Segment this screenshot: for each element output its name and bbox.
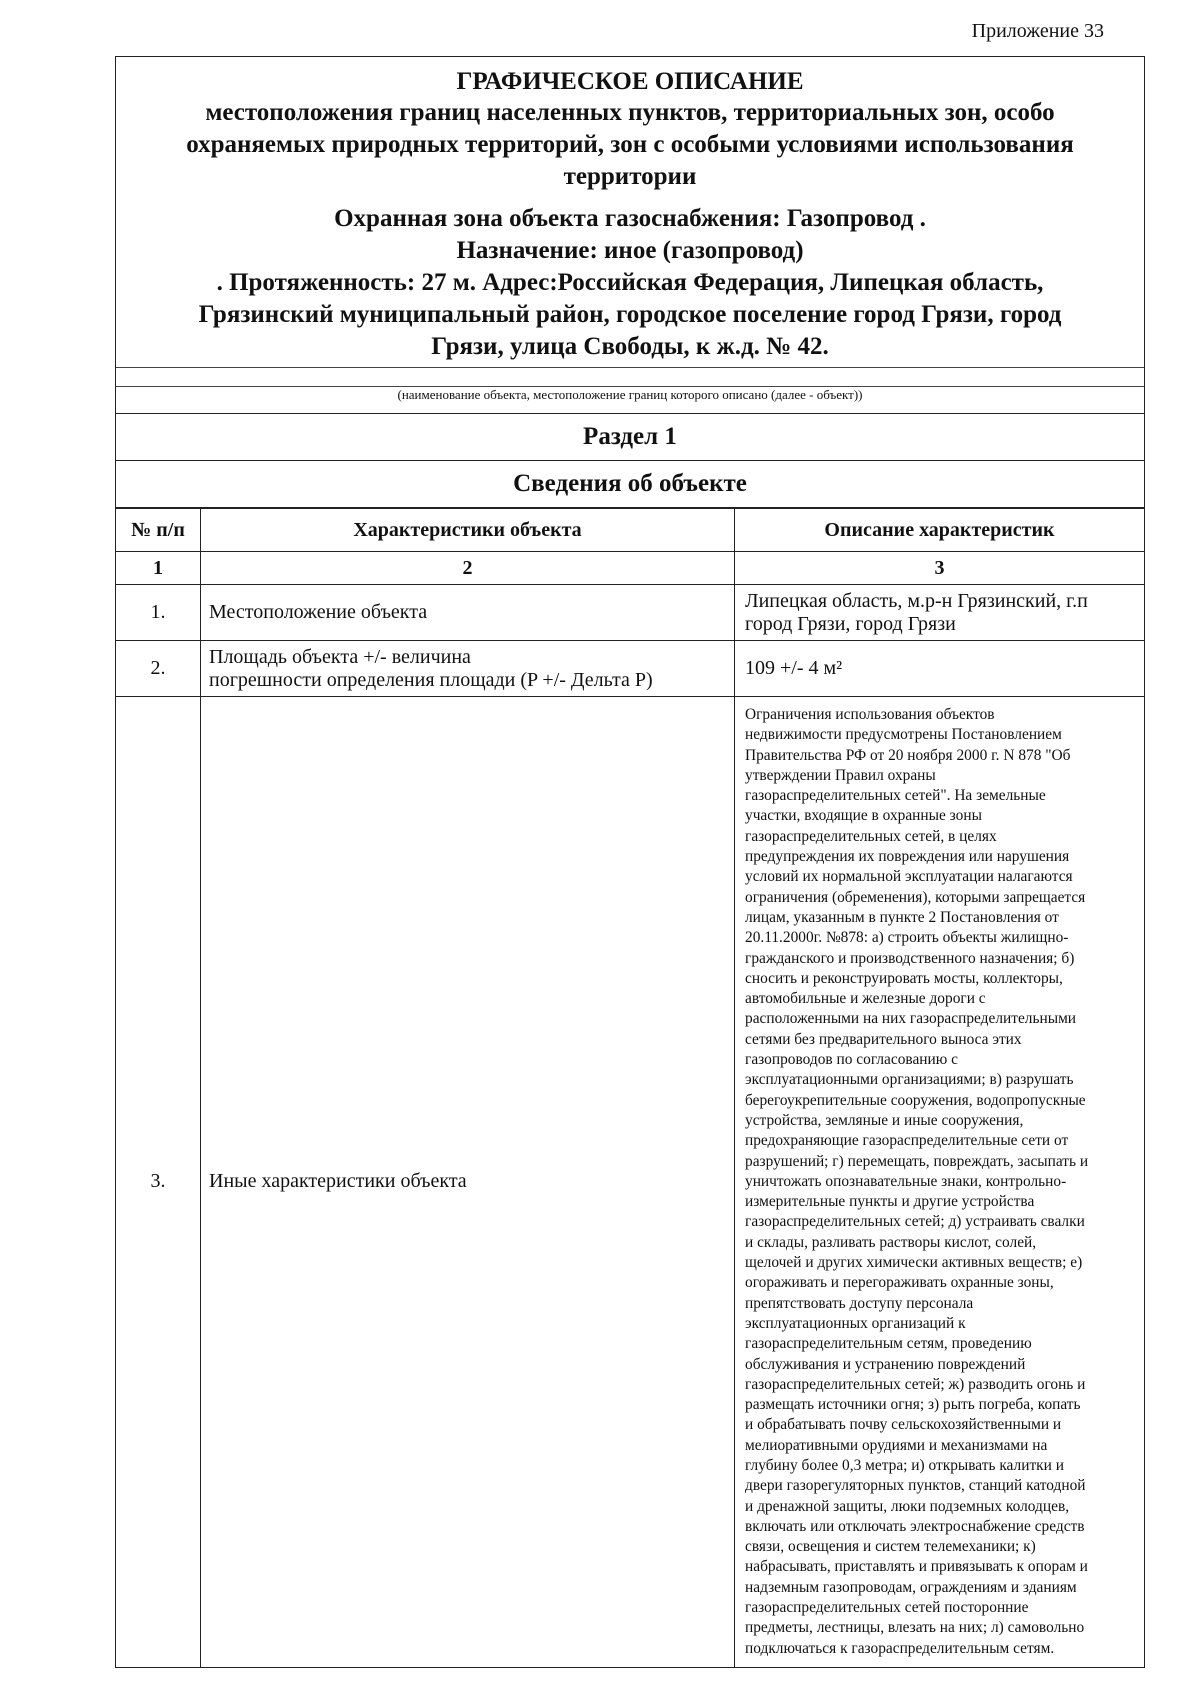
object-name [130,203,1130,363]
description-line: Липецкая область, м.р-н Грязинский, г.п [745,589,1088,612]
description-line: двери газорегуляторных пунктов, станций катодной [745,1477,1086,1495]
row-characteristic [201,585,735,641]
column-header-number: № п/п [116,509,201,552]
description-line: предметы, лестницы, влезать на них; л) самовольно [745,1619,1085,1637]
document-title: ГРАФИЧЕСКОЕ ОПИСАНИЕ [456,68,804,95]
description-line: 109 +/- 4 м² [745,657,843,679]
object-info-table [116,508,1144,1667]
table-row [116,697,1144,1667]
characteristic-line: погрешности определения площади (P +/- Дельта P) [209,668,653,691]
row-characteristic [201,641,735,697]
description-line: уничтожать опознавательные знаки, контрольно- [745,1172,1067,1190]
description-line: предохраняющие газораспределительные сети от [745,1132,1069,1150]
description-line: связи, освещения и систем телемеханики; к) [745,1538,1036,1556]
document-header [116,57,1144,368]
table-header-row [116,509,1144,552]
description-line: устройства, земляные и иные сооружения, [745,1111,1024,1129]
description-line: Ограничения использования объектов [745,706,995,723]
description-line: эксплуатационными организациями; в) разрушать [745,1071,1074,1089]
description-line: сносить и реконструировать мосты, коллекторы, [745,969,1063,987]
column-number: 2 [201,552,735,585]
document-frame [115,56,1145,1668]
characteristic-line: Местоположение объекта [209,601,428,623]
appendix-label: Приложение 33 [971,20,1104,42]
description-line: утверждении Правил охраны [745,766,936,784]
object-line: Грязинский муниципальный район, городское поселение город Грязи, город [198,301,1062,328]
description-line: подключаться к газораспределительным сетям. [745,1639,1055,1657]
description-line: мелиоративными орудиями и механизмами на [745,1436,1048,1454]
description-line: город Грязи, город Грязи [745,612,956,635]
description-line: глубину более 0,3 метра; и) открывать калитки и [745,1456,1064,1474]
description-line: газопроводов по согласованию с [745,1051,958,1069]
description-line: ограничения (обременения), которыми запрещается [745,888,1086,906]
description-line: автомобильные и железные дороги с [745,990,986,1008]
description-line: газораспределительных сетей". На земельные [745,787,1046,805]
description-line: щелочей и других химически активных веществ; е) [745,1254,1083,1272]
characteristic-line: Иные характеристики объекта [209,1170,467,1193]
description-line: предупреждения их повреждения или нарушения [745,848,1070,866]
subtitle-line: охраняемых природных территорий, зон с особыми условиями использования [186,131,1074,158]
description-line: измерительные пункты и другие устройства [745,1193,1035,1211]
row-number: 2. [116,641,201,697]
description-line: лицам, указанным в пункте 2 Постановления от [745,908,1059,926]
row-description [735,697,1145,1667]
description-line: эксплуатационных организаций к [745,1314,966,1332]
description-line: гражданского и производственного назначения; б) [745,949,1075,967]
description-line: разрушений; г) перемещать, повреждать, засыпать и [745,1152,1089,1170]
object-line: Назначение: иное (газопровод) [456,237,804,264]
column-number-row [116,552,1144,585]
document-subtitle [130,97,1130,193]
description-line: огораживать и перегораживать охранные зоны, [745,1274,1054,1292]
table-row [116,641,1144,697]
row-characteristic [201,697,735,1667]
row-description [735,641,1145,697]
object-line: Охранная зона объекта газоснабжения: Газопровод . [334,205,926,232]
description-line: недвижимости предусмотрены Постановлением [745,726,1062,744]
column-number: 3 [735,552,1145,585]
description-line: и обрабатывать почву сельскохозяйственными и [745,1416,1062,1434]
row-description [735,585,1145,641]
description-line: набрасывать, приставлять и привязывать к опорам и [745,1558,1088,1576]
object-line: . Протяженность: 27 м. Адрес:Российская Федерация, Липецкая область, [216,269,1044,296]
description-line: берегоукрепительные сооружения, водопропускные [745,1091,1086,1109]
section-title: Раздел 1 [116,414,1144,461]
description-line: участки, входящие в охранные зоны [745,807,982,825]
description-line: размещать источники огня; з) рыть погреба, копать [745,1396,1081,1414]
table-row [116,585,1144,641]
column-header-characteristics: Характеристики объекта [201,509,735,552]
description-line: сетями без предварительного выноса этих [745,1030,1022,1048]
blank-row [116,368,1144,387]
row-number: 1. [116,585,201,641]
column-number: 1 [116,552,201,585]
description-line: надземным газопроводам, ограждениям и зданиям [745,1578,1077,1596]
subtitle-line: территории [563,163,697,190]
section-subtitle: Сведения об объекте [116,461,1144,508]
description-line: расположенными на них газораспределительными [745,1010,1077,1028]
description-line: обслуживания и устранению повреждений [745,1355,1026,1373]
row-number: 3. [116,697,201,1667]
description-line: газораспределительным сетям, проведению [745,1335,1032,1353]
description-line: включать или отключать электроснабжение средств [745,1517,1085,1535]
description-line: газораспределительных сетей посторонние [745,1599,1029,1617]
description-line: Правительства РФ от 20 ноября 2000 г. N 878 "Об [745,746,1071,764]
column-header-description: Описание характеристик [735,509,1145,552]
subtitle-line: местоположения границ населенных пунктов, территориальных зон, особо [205,99,1055,126]
characteristic-line: Площадь объекта +/- величина [209,645,471,668]
description-line: газораспределительных сетей; ж) разводить огонь и [745,1375,1086,1393]
description-line: препятствовать доступу персонала [745,1294,974,1312]
object-line: Грязи, улица Свободы, к ж.д. № 42. [431,333,829,360]
description-line: газораспределительных сетей, в целях [745,827,997,845]
object-caption: (наименование объекта, местоположение границ которого описано (далее - объект)) [116,387,1144,414]
description-line: газораспределительных сетей; д) устраивать свалки [745,1213,1085,1231]
description-line: 20.11.2000г. №878: а) строить объекты жилищно- [745,929,1069,947]
description-line: и дренажной защиты, люки подземных колодцев, [745,1497,1070,1515]
description-line: условий их нормальной эксплуатации налагаются [745,868,1073,886]
description-line: и склады, разливать растворы кислот, солей, [745,1233,1037,1251]
